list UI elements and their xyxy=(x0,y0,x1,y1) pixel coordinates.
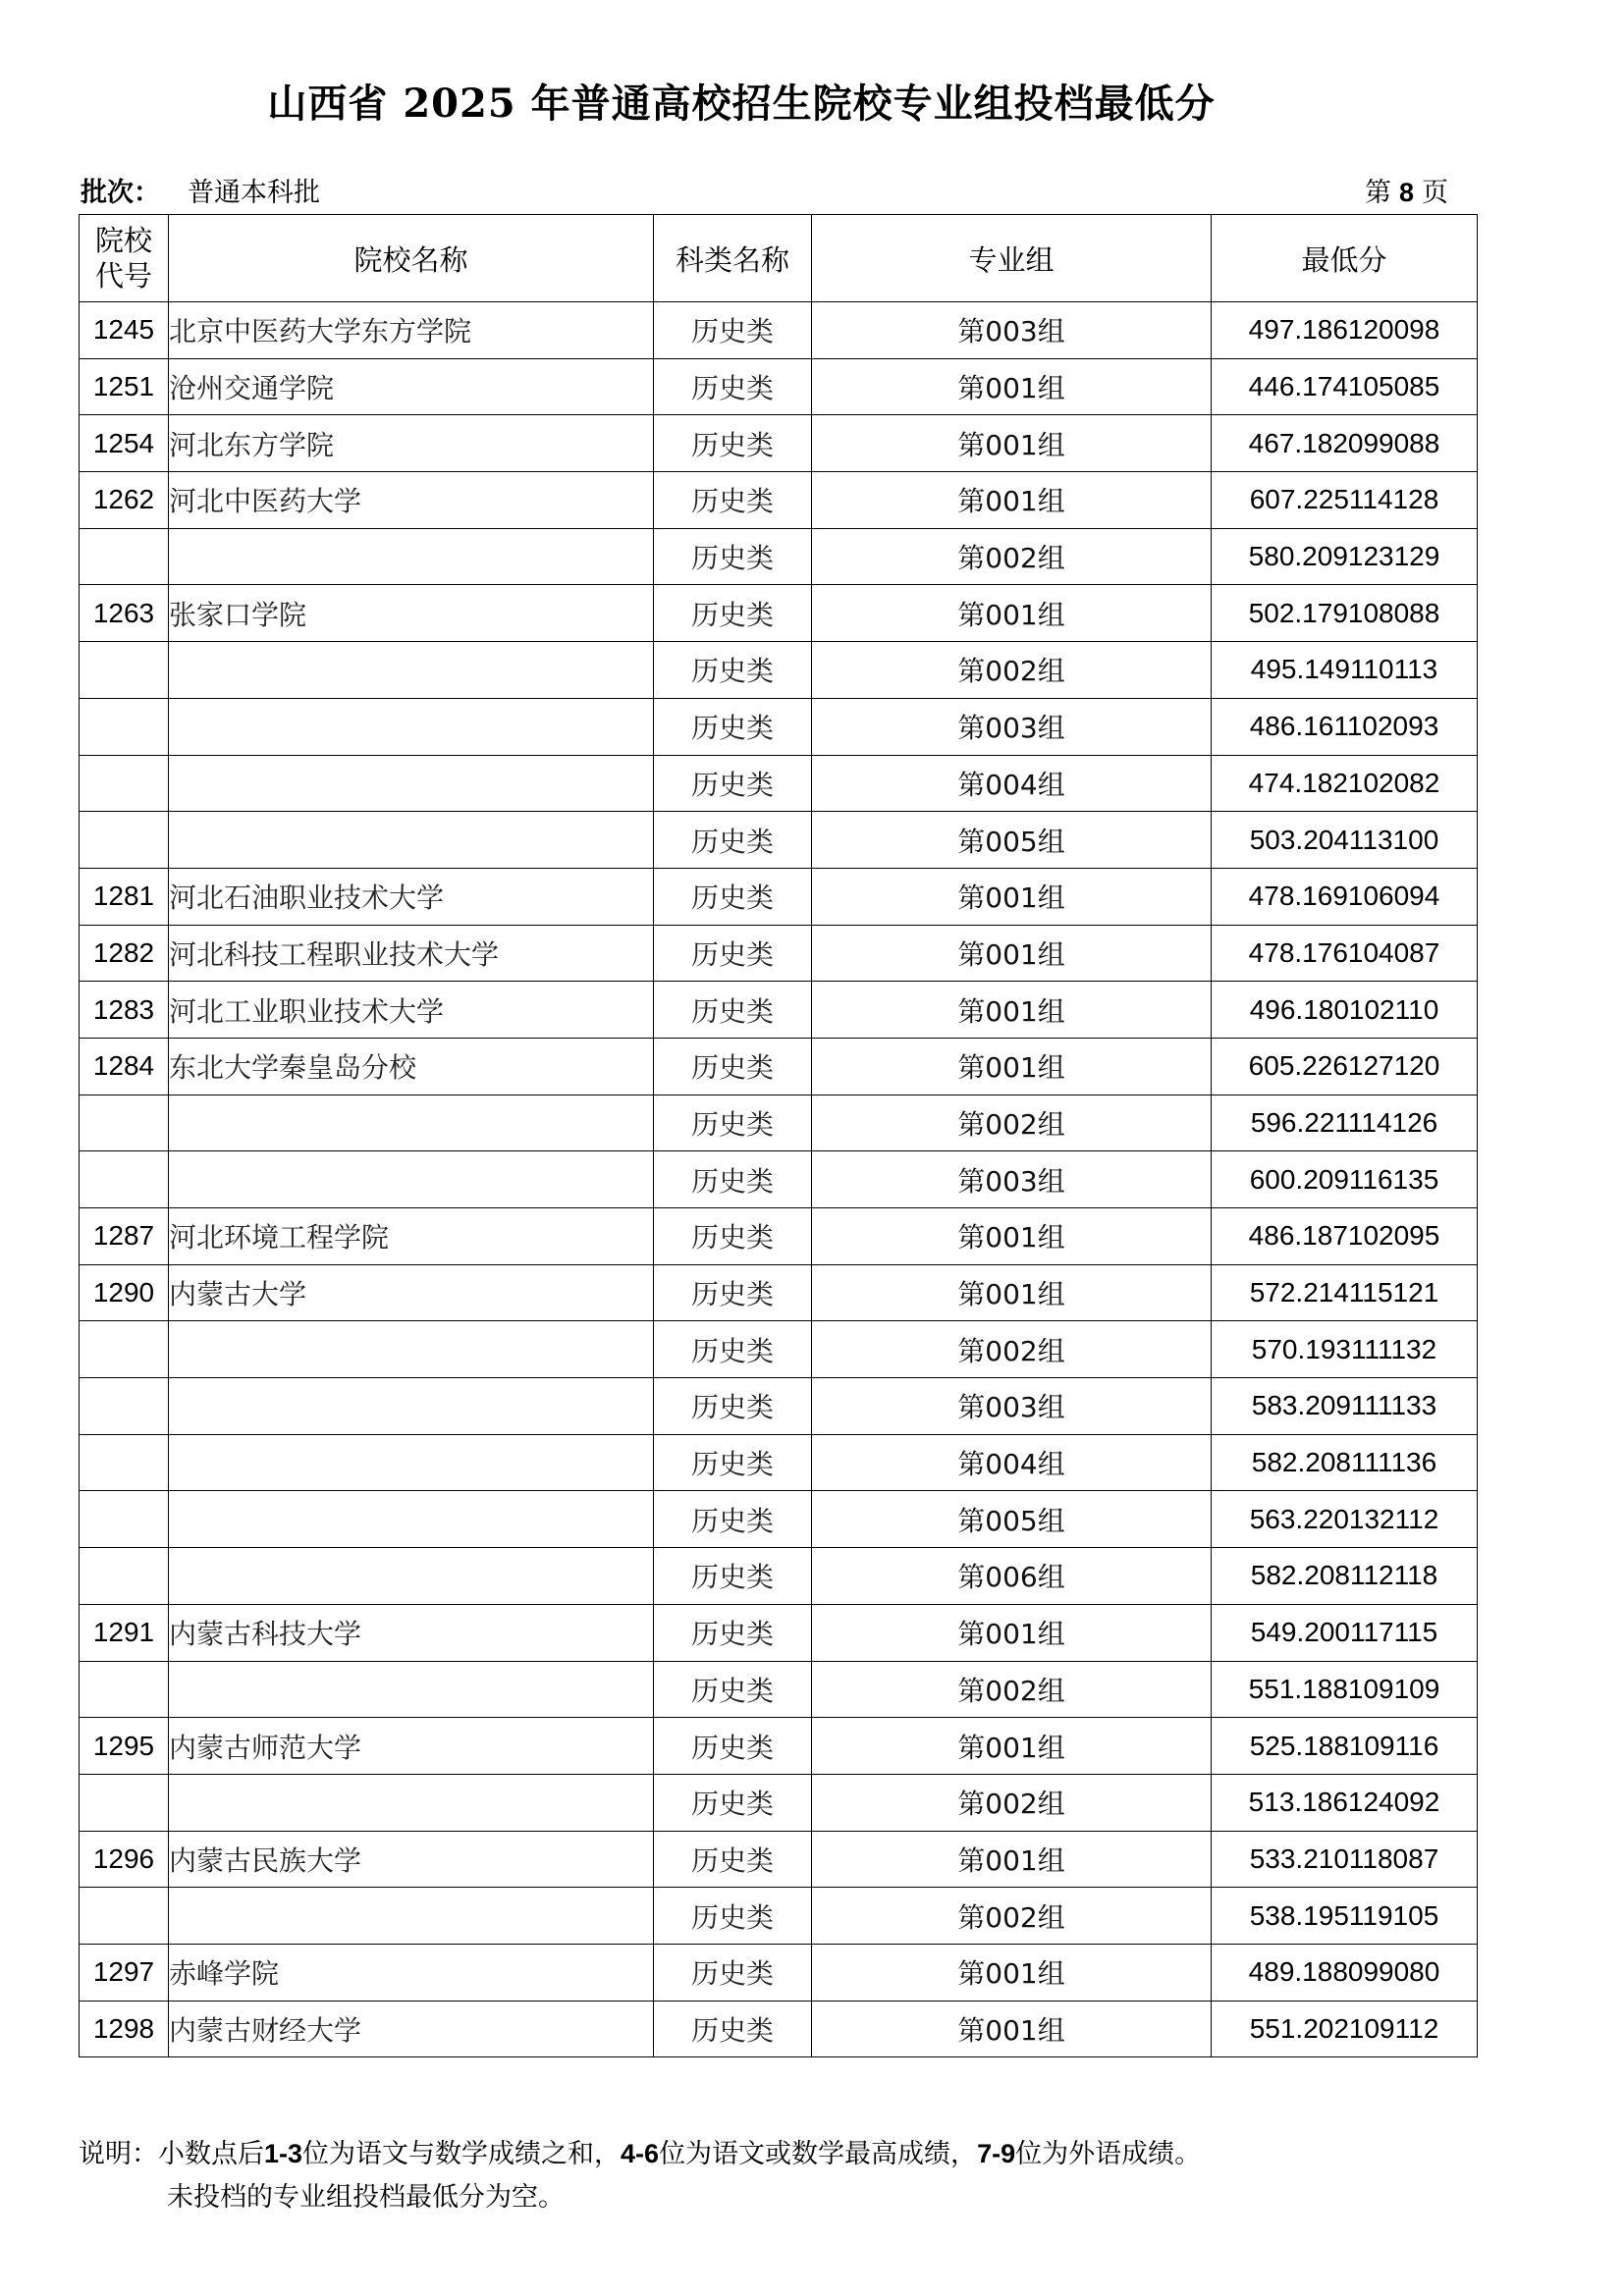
cell-school-code: 1251 xyxy=(80,358,169,415)
cell-school-name: 河北东方学院 xyxy=(169,415,654,472)
header-school-name: 院校名称 xyxy=(169,215,654,302)
cell-school-name: 河北工业职业技术大学 xyxy=(169,982,654,1039)
header-school-code-line1: 院校 xyxy=(94,224,152,257)
cell-category: 历史类 xyxy=(654,358,812,415)
cell-min-score: 478.169106094 xyxy=(1212,868,1478,925)
cell-major-group: 第002组 xyxy=(812,1888,1212,1945)
footnote-digits: 7-9 xyxy=(977,2139,1016,2168)
cell-min-score: 607.225114128 xyxy=(1212,472,1478,529)
cell-school-code: 1295 xyxy=(80,1718,169,1775)
page-number xyxy=(1365,171,1448,209)
cell-school-name: 河北科技工程职业技术大学 xyxy=(169,925,654,982)
cell-major-group: 第004组 xyxy=(812,1434,1212,1491)
cell-major-group: 第002组 xyxy=(812,1774,1212,1831)
cell-major-group: 第002组 xyxy=(812,528,1212,585)
cell-major-group: 第001组 xyxy=(812,982,1212,1039)
cell-major-group: 第003组 xyxy=(812,698,1212,755)
cell-category: 历史类 xyxy=(654,585,812,642)
cell-major-group: 第006组 xyxy=(812,1548,1212,1605)
cell-school-name xyxy=(169,1151,654,1208)
cell-min-score: 551.188109109 xyxy=(1212,1661,1478,1718)
cell-school-name xyxy=(169,755,654,812)
cell-min-score: 502.179108088 xyxy=(1212,585,1478,642)
header-category: 科类名称 xyxy=(654,215,812,302)
cell-major-group: 第002组 xyxy=(812,1321,1212,1378)
cell-school-name: 河北石油职业技术大学 xyxy=(169,868,654,925)
table-row xyxy=(80,1944,1478,2001)
cell-category: 历史类 xyxy=(654,415,812,472)
footnote-line-2: 未投档的专业组投档最低分为空。 xyxy=(167,2182,565,2213)
table-row xyxy=(80,1378,1478,1435)
cell-category: 历史类 xyxy=(654,472,812,529)
table-row xyxy=(80,812,1478,869)
cell-school-name xyxy=(169,1095,654,1151)
cell-school-code: 1287 xyxy=(80,1208,169,1265)
cell-major-group: 第001组 xyxy=(812,1944,1212,2001)
cell-school-name: 张家口学院 xyxy=(169,585,654,642)
cell-major-group: 第001组 xyxy=(812,925,1212,982)
table-row xyxy=(80,472,1478,529)
page-number-prefix: 第 xyxy=(1365,178,1391,208)
table-row xyxy=(80,528,1478,585)
batch-value: 普通本科批 xyxy=(188,178,320,208)
table-body xyxy=(80,302,1478,2057)
footnote-digits: 4-6 xyxy=(621,2139,660,2168)
cell-min-score: 525.188109116 xyxy=(1212,1718,1478,1775)
table-row xyxy=(80,1831,1478,1888)
table-row xyxy=(80,1095,1478,1151)
cell-major-group: 第004组 xyxy=(812,755,1212,812)
page-number-suffix: 页 xyxy=(1422,178,1449,208)
cell-school-name xyxy=(169,1378,654,1435)
cell-major-group: 第001组 xyxy=(812,2001,1212,2057)
footnote xyxy=(79,2132,1201,2219)
cell-category: 历史类 xyxy=(654,698,812,755)
cell-school-name xyxy=(169,1774,654,1831)
cell-category: 历史类 xyxy=(654,302,812,359)
cell-min-score: 563.220132112 xyxy=(1212,1491,1478,1548)
table-row xyxy=(80,1038,1478,1095)
cell-min-score: 446.174105085 xyxy=(1212,358,1478,415)
header-min-score: 最低分 xyxy=(1212,215,1478,302)
cell-school-code: 1284 xyxy=(80,1038,169,1095)
cell-school-code xyxy=(80,1491,169,1548)
cell-major-group: 第002组 xyxy=(812,642,1212,699)
page-number-value: 8 xyxy=(1399,178,1415,207)
cell-school-code: 1263 xyxy=(80,585,169,642)
table-row xyxy=(80,868,1478,925)
cell-school-code: 1254 xyxy=(80,415,169,472)
cell-school-code: 1291 xyxy=(80,1604,169,1661)
table-header-row xyxy=(80,215,1478,302)
cell-category: 历史类 xyxy=(654,868,812,925)
cell-major-group: 第002组 xyxy=(812,1095,1212,1151)
footnote-text: 位为语文或数学最高成绩， xyxy=(659,2139,978,2169)
cell-min-score: 583.209111133 xyxy=(1212,1378,1478,1435)
cell-min-score: 605.226127120 xyxy=(1212,1038,1478,1095)
cell-min-score: 474.182102082 xyxy=(1212,755,1478,812)
cell-category: 历史类 xyxy=(654,1548,812,1605)
table-row xyxy=(80,1774,1478,1831)
cell-category: 历史类 xyxy=(654,1264,812,1321)
cell-category: 历史类 xyxy=(654,1321,812,1378)
cell-category: 历史类 xyxy=(654,755,812,812)
cell-school-name: 内蒙古师范大学 xyxy=(169,1718,654,1775)
cell-school-name xyxy=(169,1434,654,1491)
cell-school-name: 内蒙古民族大学 xyxy=(169,1831,654,1888)
table-row xyxy=(80,1888,1478,1945)
cell-school-code xyxy=(80,642,169,699)
cell-category: 历史类 xyxy=(654,1095,812,1151)
cell-school-name: 东北大学秦皇岛分校 xyxy=(169,1038,654,1095)
table-row xyxy=(80,1548,1478,1605)
cell-major-group: 第001组 xyxy=(812,1208,1212,1265)
cell-school-code xyxy=(80,1321,169,1378)
cell-min-score: 600.209116135 xyxy=(1212,1151,1478,1208)
cell-school-name xyxy=(169,528,654,585)
cell-school-name: 内蒙古财经大学 xyxy=(169,2001,654,2057)
cell-min-score: 596.221114126 xyxy=(1212,1095,1478,1151)
cell-school-name xyxy=(169,1321,654,1378)
cell-min-score: 551.202109112 xyxy=(1212,2001,1478,2057)
cell-min-score: 582.208112118 xyxy=(1212,1548,1478,1605)
cell-major-group: 第001组 xyxy=(812,1718,1212,1775)
cell-school-code xyxy=(80,1434,169,1491)
cell-school-code: 1262 xyxy=(80,472,169,529)
cell-school-name: 内蒙古科技大学 xyxy=(169,1604,654,1661)
cell-school-code xyxy=(80,1888,169,1945)
cell-school-code: 1297 xyxy=(80,1944,169,2001)
table-row xyxy=(80,1491,1478,1548)
cell-school-name: 河北环境工程学院 xyxy=(169,1208,654,1265)
table-row xyxy=(80,1208,1478,1265)
cell-category: 历史类 xyxy=(654,1491,812,1548)
cell-school-name xyxy=(169,812,654,869)
batch-label: 批次： xyxy=(81,178,160,208)
footnote-digits: 1-3 xyxy=(264,2139,303,2168)
cell-category: 历史类 xyxy=(654,1944,812,2001)
cell-school-code xyxy=(80,1661,169,1718)
footnote-line-1 xyxy=(79,2132,1201,2176)
cell-min-score: 496.180102110 xyxy=(1212,982,1478,1039)
cell-category: 历史类 xyxy=(654,1434,812,1491)
table-row xyxy=(80,1661,1478,1718)
cell-category: 历史类 xyxy=(654,1718,812,1775)
cell-min-score: 580.209123129 xyxy=(1212,528,1478,585)
cell-category: 历史类 xyxy=(654,642,812,699)
cell-category: 历史类 xyxy=(654,1378,812,1435)
table-row xyxy=(80,698,1478,755)
table-row xyxy=(80,925,1478,982)
cell-min-score: 570.193111132 xyxy=(1212,1321,1478,1378)
cell-school-name xyxy=(169,1661,654,1718)
table-row xyxy=(80,982,1478,1039)
cell-school-code xyxy=(80,1774,169,1831)
cell-school-name xyxy=(169,1548,654,1605)
cell-min-score: 549.200117115 xyxy=(1212,1604,1478,1661)
table-row xyxy=(80,302,1478,359)
cell-category: 历史类 xyxy=(654,1604,812,1661)
page-title: 山西省 2025 年普通高校招生院校专业组投档最低分 xyxy=(267,80,1216,127)
table-row xyxy=(80,1264,1478,1321)
cell-major-group: 第003组 xyxy=(812,1151,1212,1208)
cell-school-name: 内蒙古大学 xyxy=(169,1264,654,1321)
cell-school-name: 沧州交通学院 xyxy=(169,358,654,415)
cell-school-code: 1245 xyxy=(80,302,169,359)
cell-category: 历史类 xyxy=(654,1208,812,1265)
cell-min-score: 495.149110113 xyxy=(1212,642,1478,699)
cell-school-code: 1296 xyxy=(80,1831,169,1888)
cell-school-code xyxy=(80,528,169,585)
cell-major-group: 第001组 xyxy=(812,415,1212,472)
cell-school-name xyxy=(169,1888,654,1945)
cell-min-score: 486.161102093 xyxy=(1212,698,1478,755)
cell-category: 历史类 xyxy=(654,812,812,869)
table-row xyxy=(80,1718,1478,1775)
cell-category: 历史类 xyxy=(654,1831,812,1888)
cell-school-code: 1290 xyxy=(80,1264,169,1321)
cell-school-name xyxy=(169,642,654,699)
cell-min-score: 489.188099080 xyxy=(1212,1944,1478,2001)
table-row xyxy=(80,1604,1478,1661)
cell-category: 历史类 xyxy=(654,1774,812,1831)
cell-major-group: 第003组 xyxy=(812,302,1212,359)
cell-min-score: 513.186124092 xyxy=(1212,1774,1478,1831)
table-row xyxy=(80,755,1478,812)
cell-category: 历史类 xyxy=(654,1888,812,1945)
table-row xyxy=(80,415,1478,472)
table-row xyxy=(80,1151,1478,1208)
header-school-code xyxy=(80,215,169,302)
table-row xyxy=(80,585,1478,642)
cell-min-score: 503.204113100 xyxy=(1212,812,1478,869)
cell-category: 历史类 xyxy=(654,1151,812,1208)
cell-category: 历史类 xyxy=(654,982,812,1039)
table-row xyxy=(80,2001,1478,2057)
cell-major-group: 第001组 xyxy=(812,1604,1212,1661)
header-major-group: 专业组 xyxy=(812,215,1212,302)
cell-min-score: 572.214115121 xyxy=(1212,1264,1478,1321)
cell-major-group: 第001组 xyxy=(812,585,1212,642)
cell-category: 历史类 xyxy=(654,925,812,982)
cell-major-group: 第005组 xyxy=(812,1491,1212,1548)
cell-school-name xyxy=(169,698,654,755)
footnote-text: 位为语文与数学成绩之和， xyxy=(302,2139,622,2169)
footnote-text: 小数点后 xyxy=(158,2139,264,2169)
cell-major-group: 第005组 xyxy=(812,812,1212,869)
cell-school-code xyxy=(80,1095,169,1151)
cell-school-code: 1282 xyxy=(80,925,169,982)
cell-min-score: 497.186120098 xyxy=(1212,302,1478,359)
cell-school-code: 1298 xyxy=(80,2001,169,2057)
cell-major-group: 第001组 xyxy=(812,1264,1212,1321)
cell-category: 历史类 xyxy=(654,2001,812,2057)
footnote-label: 说明： xyxy=(79,2139,158,2169)
cell-min-score: 533.210118087 xyxy=(1212,1831,1478,1888)
cell-min-score: 467.182099088 xyxy=(1212,415,1478,472)
cell-school-code xyxy=(80,755,169,812)
cell-major-group: 第001组 xyxy=(812,472,1212,529)
cell-school-name: 河北中医药大学 xyxy=(169,472,654,529)
cell-school-name: 赤峰学院 xyxy=(169,1944,654,2001)
table-row xyxy=(80,1434,1478,1491)
cell-school-name: 北京中医药大学东方学院 xyxy=(169,302,654,359)
table-row xyxy=(80,358,1478,415)
cell-category: 历史类 xyxy=(654,1661,812,1718)
cell-min-score: 486.187102095 xyxy=(1212,1208,1478,1265)
cell-school-code xyxy=(80,812,169,869)
batch-line xyxy=(81,171,320,209)
cell-major-group: 第001组 xyxy=(812,1831,1212,1888)
header-school-code-line2: 代号 xyxy=(94,259,152,293)
table-row xyxy=(80,1321,1478,1378)
admission-score-table xyxy=(79,214,1478,2057)
cell-major-group: 第001组 xyxy=(812,868,1212,925)
cell-school-code xyxy=(80,1378,169,1435)
table-row xyxy=(80,642,1478,699)
cell-school-code xyxy=(80,1151,169,1208)
cell-school-code: 1283 xyxy=(80,982,169,1039)
cell-min-score: 538.195119105 xyxy=(1212,1888,1478,1945)
cell-category: 历史类 xyxy=(654,1038,812,1095)
footnote-text: 位为外语成绩。 xyxy=(1015,2139,1202,2169)
cell-school-code: 1281 xyxy=(80,868,169,925)
cell-school-code xyxy=(80,1548,169,1605)
cell-major-group: 第003组 xyxy=(812,1378,1212,1435)
cell-major-group: 第002组 xyxy=(812,1661,1212,1718)
cell-min-score: 582.208111136 xyxy=(1212,1434,1478,1491)
cell-school-name xyxy=(169,1491,654,1548)
cell-major-group: 第001组 xyxy=(812,1038,1212,1095)
cell-major-group: 第001组 xyxy=(812,358,1212,415)
cell-category: 历史类 xyxy=(654,528,812,585)
cell-school-code xyxy=(80,698,169,755)
cell-min-score: 478.176104087 xyxy=(1212,925,1478,982)
